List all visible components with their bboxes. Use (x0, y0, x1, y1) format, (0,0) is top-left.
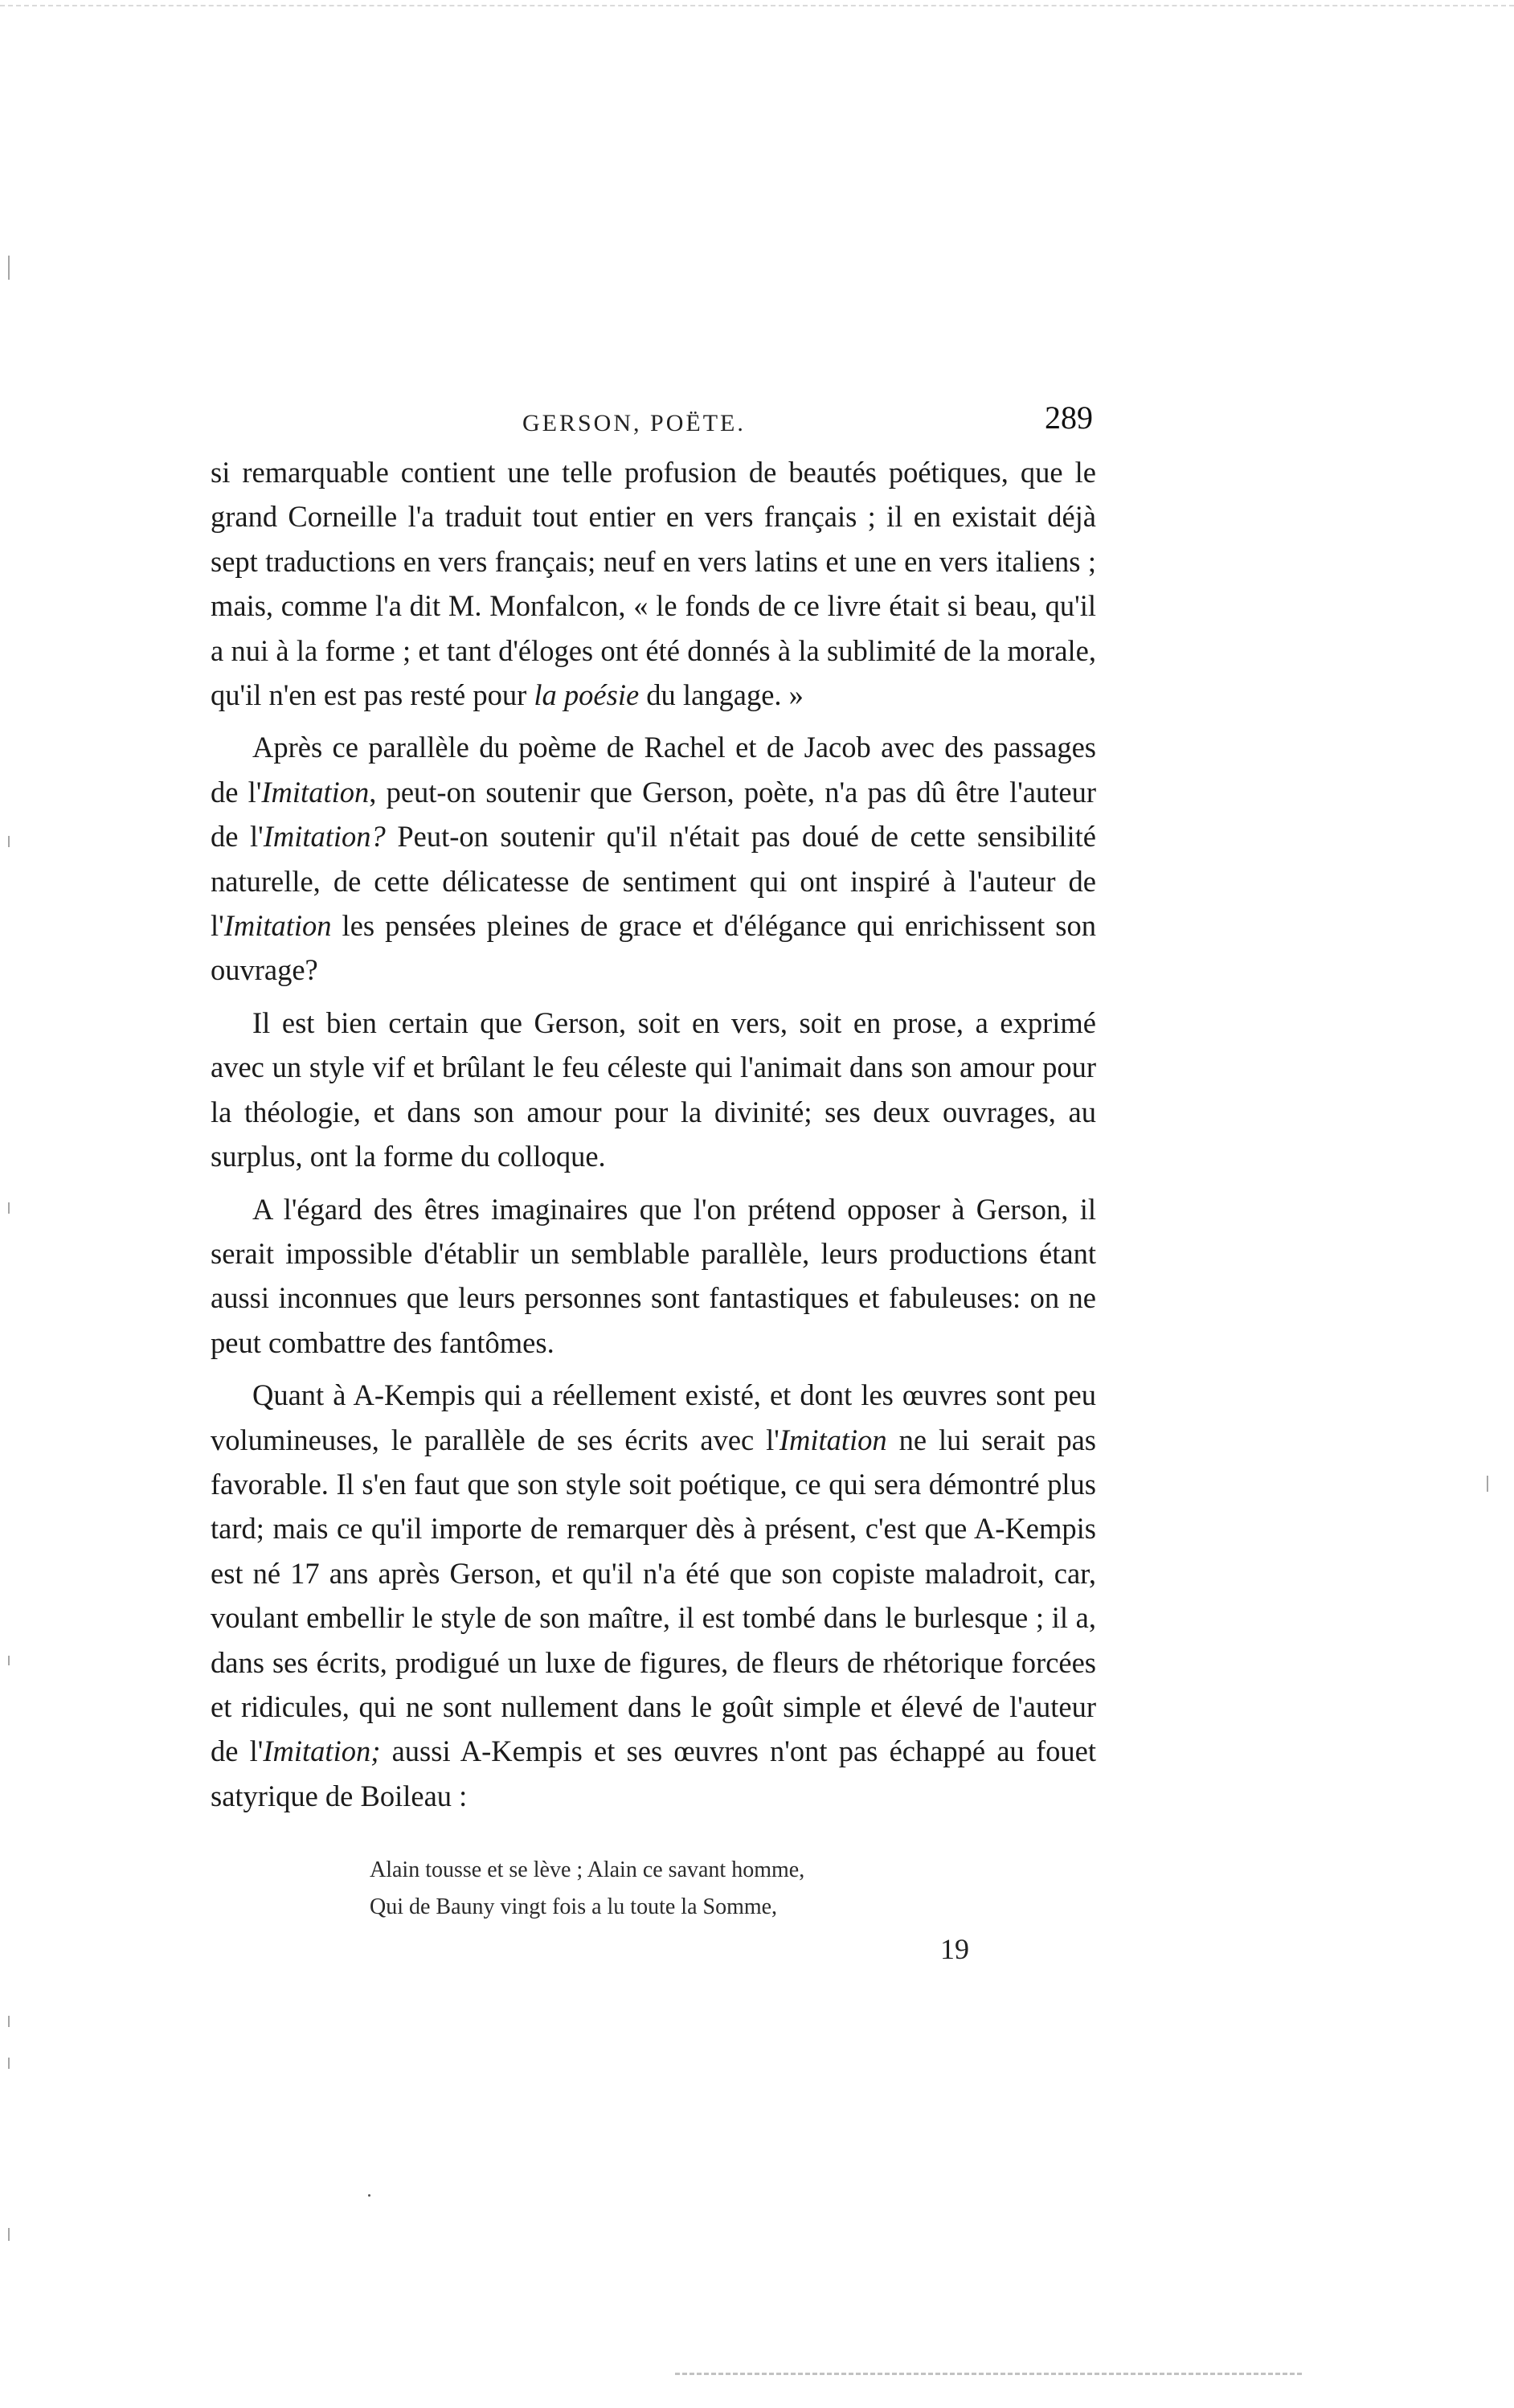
scan-edge-bottom (675, 2373, 1302, 2375)
margin-mark (8, 836, 10, 847)
page-number: 289 (1045, 399, 1093, 436)
text-run: , peut-on soutenir que Gerson, poète, n'a pas dû être l'auteur de l' (211, 775, 1096, 854)
running-head: GERSON, POËTE. (522, 410, 746, 436)
italic-run: Imitation? (263, 820, 386, 854)
paragraph (211, 450, 1096, 717)
body-text (211, 450, 1096, 1818)
text-run: Il est bien certain que Gerson, soit en vers, soit en prose, a exprimé avec un style vif et brûlant le feu céleste qui l'animait dans son amour pour la théologie, et dans son amour pour la divinité; ses deux ouvrages, au surplus, ont la forme du colloque. (211, 1005, 1096, 1173)
signature-mark: 19 (940, 1933, 969, 1965)
margin-mark (1487, 1476, 1488, 1492)
text-run: aussi A-Kempis et ses œuvres n'ont pas échappé au fouet satyrique de Boileau : (211, 1734, 1096, 1812)
text-run: Peut-on soutenir qu'il n'était pas doué de cette sensibilité naturelle, de cette délicatesse de sentiment qui ont inspiré à l'auteur de l' (211, 820, 1096, 943)
text-run: les pensées pleines de grace et d'élégance qui enrichissent son ouvrage? (211, 909, 1096, 987)
margin-mark (8, 2228, 10, 2241)
text-run: Quant à A-Kempis qui a réellement existé, et dont les œuvres sont peu volumineuses, le parallèle de ses écrits avec l' (211, 1378, 1096, 1456)
verse-line: Alain tousse et se lève ; Alain ce savant homme, (370, 1857, 805, 1882)
margin-mark (8, 256, 10, 280)
paragraph (211, 725, 1096, 992)
paragraph (211, 1373, 1096, 1818)
text-run: si remarquable contient une telle profusion de beautés poétiques, que le grand Corneille l'a traduit tout entier en vers français ; il en existait déjà sept traductions en vers français; neuf en vers latins et une en vers italiens ; mais, comme l'a dit M. Monfalcon, « le fonds de ce livre était si beau, qu'il a nui à la forme ; et tant d'éloges ont été donnés à la sublimité de la morale, qu'il n'en est pas resté pour (211, 456, 1096, 712)
margin-mark (8, 2058, 10, 2069)
text-run: ne lui serait pas favorable. Il s'en faut que son style soit poétique, ce qui sera démontré plus tard; mais ce qu'il importe de remarquer dès à présent, c'est que A-Kempis est né 17 ans après Gerson, et qu'il n'a été que son copiste maladroit, car, voulant embellir le style de son maître, il est tombé dans le burlesque ; il a, dans ses écrits, prodigué un luxe de figures, de fleurs de rhétorique forcées et ridicules, qui ne sont nullement dans le goût simple et élevé de l'auteur de l' (211, 1423, 1096, 1768)
margin-mark (8, 1202, 10, 1214)
paragraph (211, 1001, 1096, 1179)
verse-quotation (370, 1852, 1013, 1926)
text-run: Après ce parallèle du poème de Rachel et de Jacob avec des passages de l' (211, 731, 1096, 809)
text-run: A l'égard des êtres imaginaires que l'on prétend opposer à Gerson, il serait impossible d'établir un semblable parallèle, leurs productions étant aussi inconnues que leurs personnes sont fantastiques et fabuleuses: on ne peut combattre des fantômes. (211, 1192, 1096, 1359)
margin-mark (8, 1656, 10, 1665)
stray-mark (368, 2194, 370, 2197)
scan-edge-top (0, 5, 1514, 6)
text-run: du langage. » (639, 678, 804, 712)
italic-run: Imitation (223, 909, 332, 943)
margin-mark (8, 2016, 10, 2027)
italic-run: Imitation (261, 775, 370, 809)
page-header (217, 399, 1093, 447)
paragraph (211, 1187, 1096, 1366)
italic-run: la poésie (534, 678, 640, 712)
italic-run: Imitation; (263, 1734, 381, 1768)
verse-line: Qui de Bauny vingt fois a lu toute la Somme, (370, 1894, 778, 1919)
italic-run: Imitation (779, 1423, 887, 1456)
